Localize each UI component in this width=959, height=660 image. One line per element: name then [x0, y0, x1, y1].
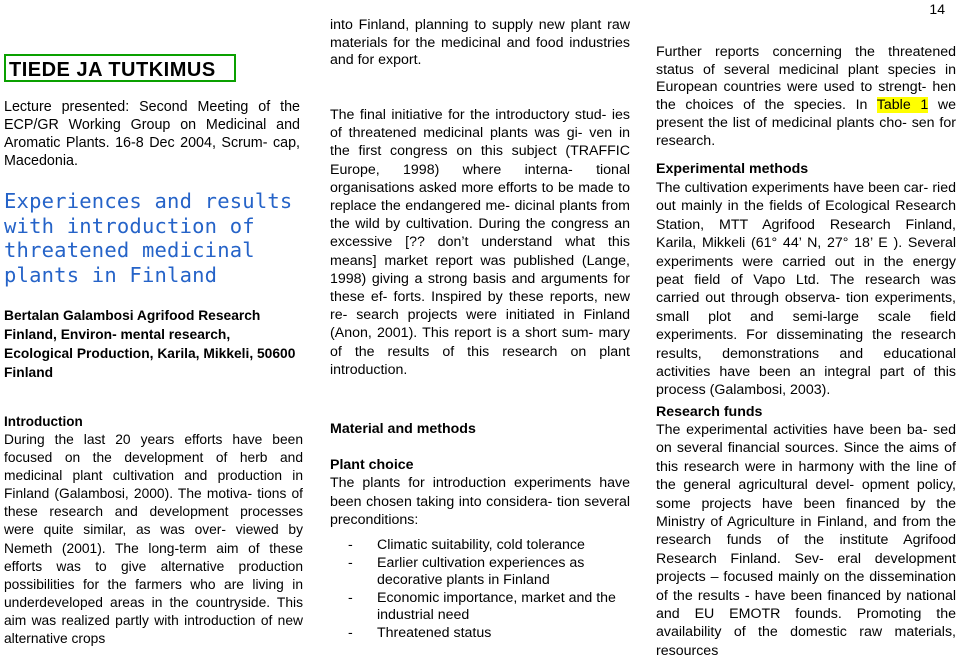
page-number: 14 [929, 1, 945, 17]
plant-choice-body: The plants for introduction experiments have been chosen taking into considera- tion several preconditions: [330, 475, 630, 528]
list-item-text: Climatic suitability, cold tolerance [377, 537, 585, 553]
list-item-text: Earlier cultivation experiences as decorative plants in Finland [377, 554, 585, 589]
final-initiative-paragraph: The final initiative for the introductory stud- ies of threatened medicinal plants was gi- ven in the first congress on this subject (TRAFFIC Europe, 1998) where interna- tional organisations asked more efforts to be made to replace the endangered me- dicinal plants from the wild by cultivation. During the congress an excessive [?? don’t understand what this means] market report was published (Lange, 1998) giving a strong basis and arguments for these ef- forts. Inspired by these reports, new re- search projects were initiated in Finland (Anon, 2001). This report is a short sum- mary of the results of this research on plant introduction. [330, 107, 630, 378]
list-item [348, 555, 628, 590]
continuation-paragraph: into Finland, planning to supply new plant raw materials for the medicinal and food industries and for export. [330, 17, 630, 68]
research-funds-body: The experimental activities have been ba- sed on several financial sources. Since the aims of this research were in harmony with the line of the general agricultural devel- opment policy, some projects have been financed by the Ministry of Agriculture in Finland, and from the research funds of the institute Agrifood Research Finland. Sev- eral development projects – focused mainly on the dissemination of the results - have been financed by national and EU EMOTR founds. Promoting the availability of the domestic raw materials, resources [656, 422, 956, 659]
further-reports-text: Further reports concerning the threatened status of several medicinal plant species in European countries were used to strengt- hen the choices of the species. In [656, 44, 956, 114]
list-marker: - [348, 589, 353, 606]
list-item [348, 625, 628, 643]
section-badge: TIEDE JA TUTKIMUS [4, 54, 236, 82]
materials-methods-heading: Material and methods [330, 421, 476, 437]
further-reports-text-end: we present the list of medicinal plants cho- sen for research. [656, 97, 957, 149]
plant-choice-heading: Plant choice [330, 457, 414, 473]
introduction-body: During the last 20 years efforts have been focused on the development of herb and medicinal plant cultivation and production in Finland (Galambosi, 2000). The motiva- tions of these research and development processes were quite similar, as was over- viewed by Nemeth (2001). The long-term aim of these efforts was to give alternative production possibilities for the farmers who are living in underdeveloped areas in the countryside. This aim was realized partly with introduction of new alternative crops [4, 432, 303, 647]
research-funds-heading: Research funds [656, 404, 763, 420]
article-title: Experiences and results with introduction of threatened medicinal plants in Finland [4, 189, 293, 287]
list-item [348, 537, 628, 555]
table-1-link[interactable]: Table 1 [876, 97, 929, 114]
author-affiliation: Bertalan Galambosi Agrifood Research Finland, Environ- mental research, Ecological Production, Karila, Mikkeli, 50600 Finland [4, 308, 296, 380]
further-reports-paragraph [656, 44, 956, 150]
experimental-methods-body: The cultivation experiments have been car- ried out mainly in the fields of Ecological Research Station, MTT Agrifood Research Finland, Karila, Mikkeli (61° 44’ N, 27° 18’ E ). Several experiments were carried out in the energy peat field of Vapo Ltd. The research was carried out through observa- tion experiments, small plot and semi-large scale field experiments. For disseminating the research results, demonstrations and educational activities have been an integral part of this process (Galambosi, 2003). [656, 180, 956, 399]
list-item-text: Threatened status [377, 624, 492, 641]
list-marker: - [348, 554, 353, 571]
list-item-text: Economic importance, market and the industrial need [377, 589, 616, 624]
list-marker: - [348, 537, 353, 553]
introduction-heading: Introduction [4, 414, 83, 429]
lecture-note: Lecture presented: Second Meeting of the ECP/GR Working Group on Medicinal and Aromatic Plants. 16-8 Dec 2004, Scrum- cap, Macedonia. [4, 99, 300, 169]
list-marker: - [348, 624, 353, 641]
list-item [348, 590, 628, 625]
experimental-methods-heading: Experimental methods [656, 161, 809, 177]
preconditions-list [348, 537, 628, 643]
